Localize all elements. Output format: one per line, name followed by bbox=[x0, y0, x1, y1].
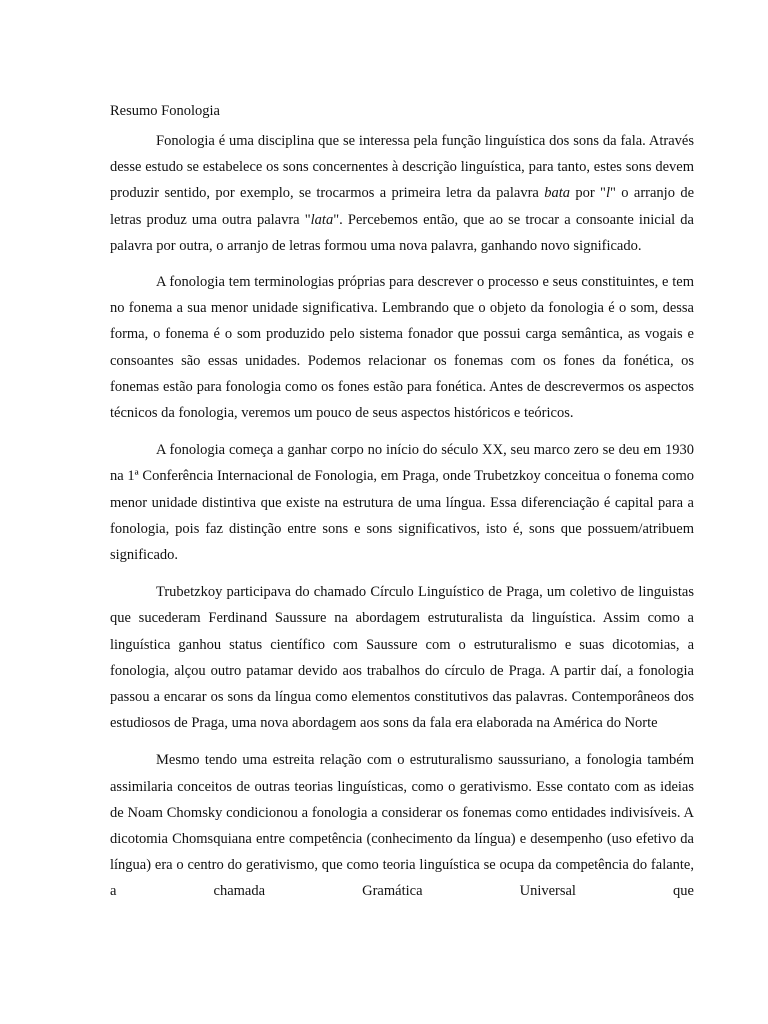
paragraph-1-text-b: por " bbox=[570, 185, 606, 202]
paragraph-4: Trubetzkoy participava do chamado Círculo Linguístico de Praga, um coletivo de linguistas que sucederam Ferdinand Saussure na abordagem estruturalista da linguística. Assim como a linguística ganhou status científico com Saussure com o estruturalismo e suas dicotomias, a fonologia, alçou outro patamar devido aos trabalhos do círculo de Praga. A partir daí, a fonologia passou a encarar os sons da língua como elementos constitutivos das palavras. Contemporâneos dos estudiosos de Praga, uma nova abordagem aos sons da fala era elaborada na América do Norte bbox=[110, 584, 694, 732]
paragraph-1-text-c: " o arranjo de letras produz uma outra palavra " bbox=[110, 185, 695, 228]
paragraph-1-text-d: ". Percebemos então, que ao se trocar a consoante inicial da palavra por outra, o arranjo de letras formou uma nova palavra, ganhando novo significado. bbox=[110, 211, 694, 254]
word-bata: bata bbox=[544, 185, 570, 202]
paragraph-5: Mesmo tendo uma estreita relação com o estruturalismo saussuriano, a fonologia também assimilaria conceitos de outras teorias linguísticas, como o gerativismo. Esse contato com as ideias de Noam Chomsky condicionou a fonologia a considerar os fonemas como entidades indivisíveis. A dicotomia Chomsquiana entre competência (conhecimento da língua) e desempenho (uso efetivo da língua) era o centro do gerativismo, que como teoria linguística se ocupa da competência do falante, a chamada Gramática Universal que bbox=[110, 752, 694, 900]
paragraph-2: A fonologia tem terminologias próprias para descrever o processo e seus constituintes, e tem no fonema a sua menor unidade significativa. Lembrando que o objeto da fonologia é o som, dessa forma, o fonema é o som produzido pelo sistema fonador que possui carga semântica, as vogais e consoantes são essas unidades. Podemos relacionar os fonemas com os fones da fonética, os fonemas estão para fonologia como os fones estão para fonética. Antes de descrevermos os aspectos técnicos da fonologia, veremos um pouco de seus aspectos históricos e teóricos. bbox=[110, 274, 694, 422]
document-title: Resumo Fonologia bbox=[110, 103, 220, 119]
paragraph-1 bbox=[110, 128, 694, 259]
word-lata: lata bbox=[310, 211, 334, 228]
paragraph-3: A fonologia começa a ganhar corpo no início do século XX, seu marco zero se deu em 1930 na 1ª Conferência Internacional de Fonologia, em Praga, onde Trubetzkoy conceitua o fonema como menor unidade distintiva que existe na estrutura de uma língua. Essa diferenciação é capital para a fonologia, pois faz distinção entre sons e sons significativos, isto é, sons que possuem/atribuem significado. bbox=[110, 442, 694, 564]
paragraph-1-text-a: Fonologia é uma disciplina que se interessa pela função linguística dos sons da fala. Através desse estudo se estabelece os sons concernentes à descrição linguística, para tanto, estes sons devem produzir sentido, por exemplo, se trocarmos a primeira letra da palavra bbox=[110, 133, 694, 202]
letter-l: l bbox=[605, 185, 611, 202]
document-page bbox=[110, 100, 694, 905]
